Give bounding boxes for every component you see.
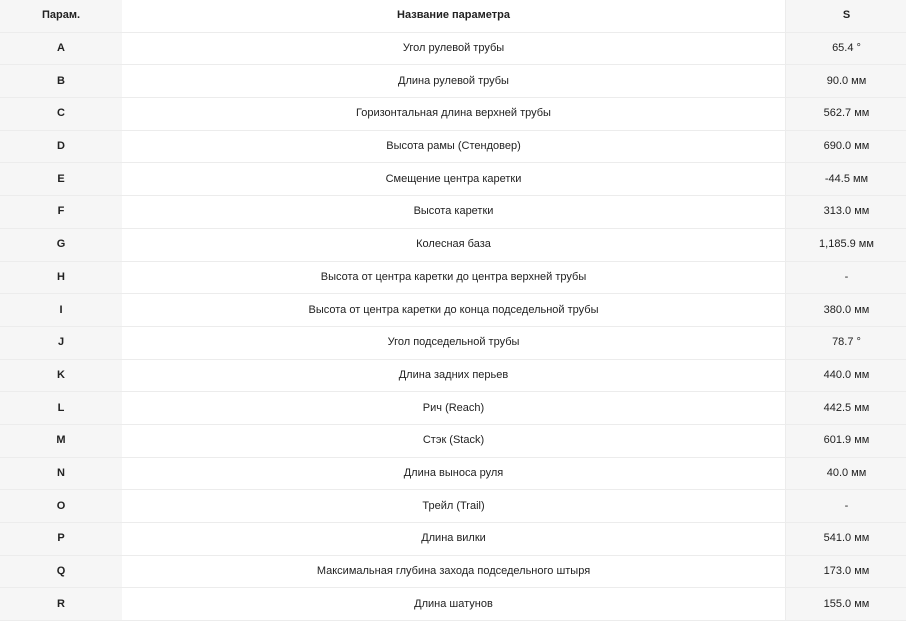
header-param: Парам.: [0, 0, 122, 32]
param-name: Горизонтальная длина верхней трубы: [122, 98, 786, 131]
param-name: Высота от центра каретки до конца подседельной трубы: [122, 294, 786, 327]
table-row: [0, 424, 906, 457]
param-value: 562.7 мм: [786, 98, 906, 131]
table-row: [0, 457, 906, 490]
param-name: Угол рулевой трубы: [122, 32, 786, 65]
param-letter: O: [0, 490, 122, 523]
param-name: Длина задних перьев: [122, 359, 786, 392]
table-row: [0, 98, 906, 131]
table-row: [0, 326, 906, 359]
param-name: Стэк (Stack): [122, 424, 786, 457]
table-row: [0, 588, 906, 621]
param-letter: M: [0, 424, 122, 457]
param-letter: A: [0, 32, 122, 65]
param-letter: E: [0, 163, 122, 196]
table-row: [0, 523, 906, 556]
param-value: 40.0 мм: [786, 457, 906, 490]
param-letter: F: [0, 196, 122, 229]
table-row: [0, 359, 906, 392]
param-value: 1,185.9 мм: [786, 228, 906, 261]
param-letter: D: [0, 130, 122, 163]
param-letter: P: [0, 523, 122, 556]
param-letter: I: [0, 294, 122, 327]
param-name: Высота рамы (Стендовер): [122, 130, 786, 163]
header-size-s: S: [786, 0, 906, 32]
param-value: -: [786, 261, 906, 294]
table-row: [0, 32, 906, 65]
param-name: Длина выноса руля: [122, 457, 786, 490]
param-value: 380.0 мм: [786, 294, 906, 327]
param-value: 78.7 °: [786, 326, 906, 359]
param-value: 155.0 мм: [786, 588, 906, 621]
param-value: 541.0 мм: [786, 523, 906, 556]
param-value: 601.9 мм: [786, 424, 906, 457]
table-row: [0, 130, 906, 163]
param-name: Длина рулевой трубы: [122, 65, 786, 98]
param-value: 65.4 °: [786, 32, 906, 65]
table-row: [0, 294, 906, 327]
param-name: Рич (Reach): [122, 392, 786, 425]
param-value: 313.0 мм: [786, 196, 906, 229]
table-row: [0, 65, 906, 98]
param-name: Смещение центра каретки: [122, 163, 786, 196]
param-letter: J: [0, 326, 122, 359]
param-name: Максимальная глубина захода подседельного штыря: [122, 555, 786, 588]
param-value: -44.5 мм: [786, 163, 906, 196]
table-row: [0, 261, 906, 294]
param-letter: R: [0, 588, 122, 621]
param-letter: H: [0, 261, 122, 294]
param-value: -: [786, 490, 906, 523]
param-letter: C: [0, 98, 122, 131]
param-name: Трейл (Trail): [122, 490, 786, 523]
param-value: 442.5 мм: [786, 392, 906, 425]
table-row: [0, 163, 906, 196]
param-letter: K: [0, 359, 122, 392]
param-letter: G: [0, 228, 122, 261]
param-value: 690.0 мм: [786, 130, 906, 163]
param-name: Колесная база: [122, 228, 786, 261]
param-name: Длина вилки: [122, 523, 786, 556]
param-value: 90.0 мм: [786, 65, 906, 98]
table-header-row: [0, 0, 906, 32]
table-row: [0, 196, 906, 229]
header-name: Название параметра: [122, 0, 786, 32]
param-letter: Q: [0, 555, 122, 588]
param-letter: N: [0, 457, 122, 490]
table-body: [0, 32, 906, 620]
param-name: Высота каретки: [122, 196, 786, 229]
param-name: Высота от центра каретки до центра верхней трубы: [122, 261, 786, 294]
table-row: [0, 392, 906, 425]
param-letter: L: [0, 392, 122, 425]
table-row: [0, 228, 906, 261]
param-letter: B: [0, 65, 122, 98]
param-name: Длина шатунов: [122, 588, 786, 621]
table-row: [0, 555, 906, 588]
param-name: Угол подседельной трубы: [122, 326, 786, 359]
param-value: 173.0 мм: [786, 555, 906, 588]
param-value: 440.0 мм: [786, 359, 906, 392]
table-row: [0, 490, 906, 523]
